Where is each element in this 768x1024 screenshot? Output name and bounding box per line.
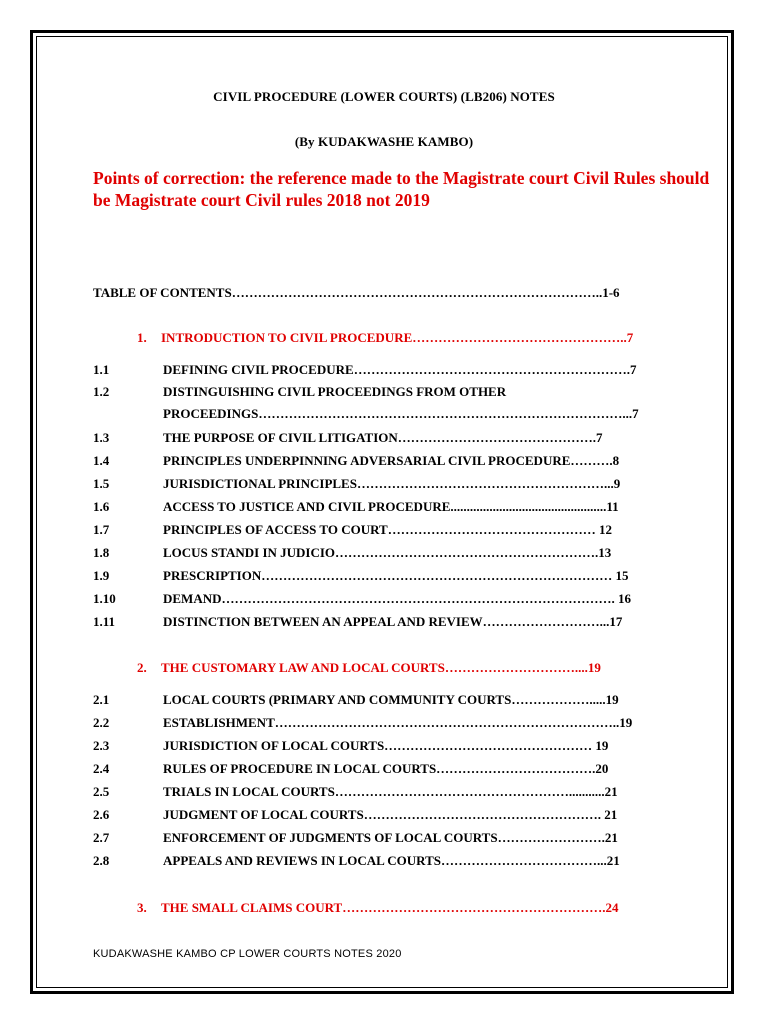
entry-number: 1.2	[93, 384, 110, 399]
entry-title: LOCUS STANDI IN JUDICIO…………………………………………………….13	[163, 545, 612, 560]
entry-number: 2.2	[93, 715, 110, 730]
entry-number: 2.8	[93, 853, 110, 868]
entry-number: 1.9	[93, 568, 110, 583]
document-title: CIVIL PROCEDURE (LOWER COURTS) (LB206) NOTES	[213, 89, 555, 104]
entry-title: TRIALS IN LOCAL COURTS………………………………………………...........21	[163, 784, 618, 799]
entry-title: ESTABLISHMENT……………………………………………………………………..19	[163, 715, 633, 730]
entry-number: 1.6	[93, 499, 110, 514]
entry-title: JURISDICTION OF LOCAL COURTS………………………………………… 19	[163, 738, 609, 753]
entry-title: DISTINGUISHING CIVIL PROCEEDINGS FROM OTHER	[163, 384, 507, 399]
section-title: INTRODUCTION TO CIVIL PROCEDURE…………………………………………..7	[161, 330, 634, 345]
page-footer: KUDAKWASHE KAMBO CP LOWER COURTS NOTES 2020	[93, 948, 402, 960]
entry-number: 1.10	[93, 591, 116, 606]
entry-number: 2.4	[93, 761, 110, 776]
entry-title: PRINCIPLES UNDERPINNING ADVERSARIAL CIVIL PROCEDURE……….8	[163, 453, 620, 468]
toc-heading: TABLE OF CONTENTS…………………………………………………………………………..1-6	[93, 285, 620, 300]
entry-title: ENFORCEMENT OF JUDGMENTS OF LOCAL COURTS…………………….21	[163, 830, 618, 845]
section-number: 2.	[137, 660, 147, 675]
section-number: 1.	[137, 330, 147, 345]
toc-section[interactable]	[137, 660, 601, 676]
entry-title: JUDGMENT OF LOCAL COURTS………………………………………………. 21	[163, 807, 618, 822]
entry-number: 1.8	[93, 545, 110, 560]
entry-number: 1.3	[93, 430, 110, 445]
entry-number: 1.1	[93, 362, 110, 377]
toc-section[interactable]	[137, 900, 618, 916]
entry-number: 1.7	[93, 522, 110, 537]
entry-title: LOCAL COURTS (PRIMARY AND COMMUNITY COURTS……………….....19	[163, 692, 619, 707]
entry-title: PROCEEDINGS…………………………………………………………………………...7	[163, 406, 639, 421]
entry-number: 2.6	[93, 807, 110, 822]
document-author: (By KUDAKWASHE KAMBO)	[294, 134, 474, 149]
section-title: THE SMALL CLAIMS COURT…………………………………………………….24	[161, 900, 619, 915]
entry-number: 2.5	[93, 784, 110, 799]
entry-number: 2.3	[93, 738, 110, 753]
entry-number: 1.11	[93, 614, 116, 629]
entry-number: 2.7	[93, 830, 110, 845]
entry-title: DEMAND………………………………………………………………………………. 16	[163, 591, 631, 606]
correction-note: Points of correction: the reference made to the Magistrate court Civil Rules should be Magistrate court Civil rules 2018 not 2019	[93, 168, 710, 210]
entry-number: 1.4	[93, 453, 110, 468]
entry-title: DISTINCTION BETWEEN AN APPEAL AND REVIEW………………………...17	[163, 614, 623, 629]
entry-title: ACCESS TO JUSTICE AND CIVIL PROCEDURE................................................11	[163, 499, 619, 514]
section-title: THE CUSTOMARY LAW AND LOCAL COURTS…………………………....19	[161, 660, 601, 675]
entry-title: DEFINING CIVIL PROCEDURE……………………………………………………….7	[163, 362, 637, 377]
entry-title: PRESCRIPTION……………………………………………………………………… 15	[163, 568, 629, 583]
entry-title: APPEALS AND REVIEWS IN LOCAL COURTS………………………………...21	[163, 853, 620, 868]
entry-title: RULES OF PROCEDURE IN LOCAL COURTS……………………………….20	[163, 761, 609, 776]
entry-title: JURISDICTIONAL PRINCIPLES…………………………………………………...9	[163, 476, 621, 491]
entry-number: 2.1	[93, 692, 110, 707]
entry-number: 1.5	[93, 476, 110, 491]
section-number: 3.	[137, 900, 147, 915]
entry-title: PRINCIPLES OF ACCESS TO COURT………………………………………… 12	[163, 522, 612, 537]
toc-section[interactable]	[137, 330, 633, 346]
entry-title: THE PURPOSE OF CIVIL LITIGATION……………………………………….7	[163, 430, 603, 445]
